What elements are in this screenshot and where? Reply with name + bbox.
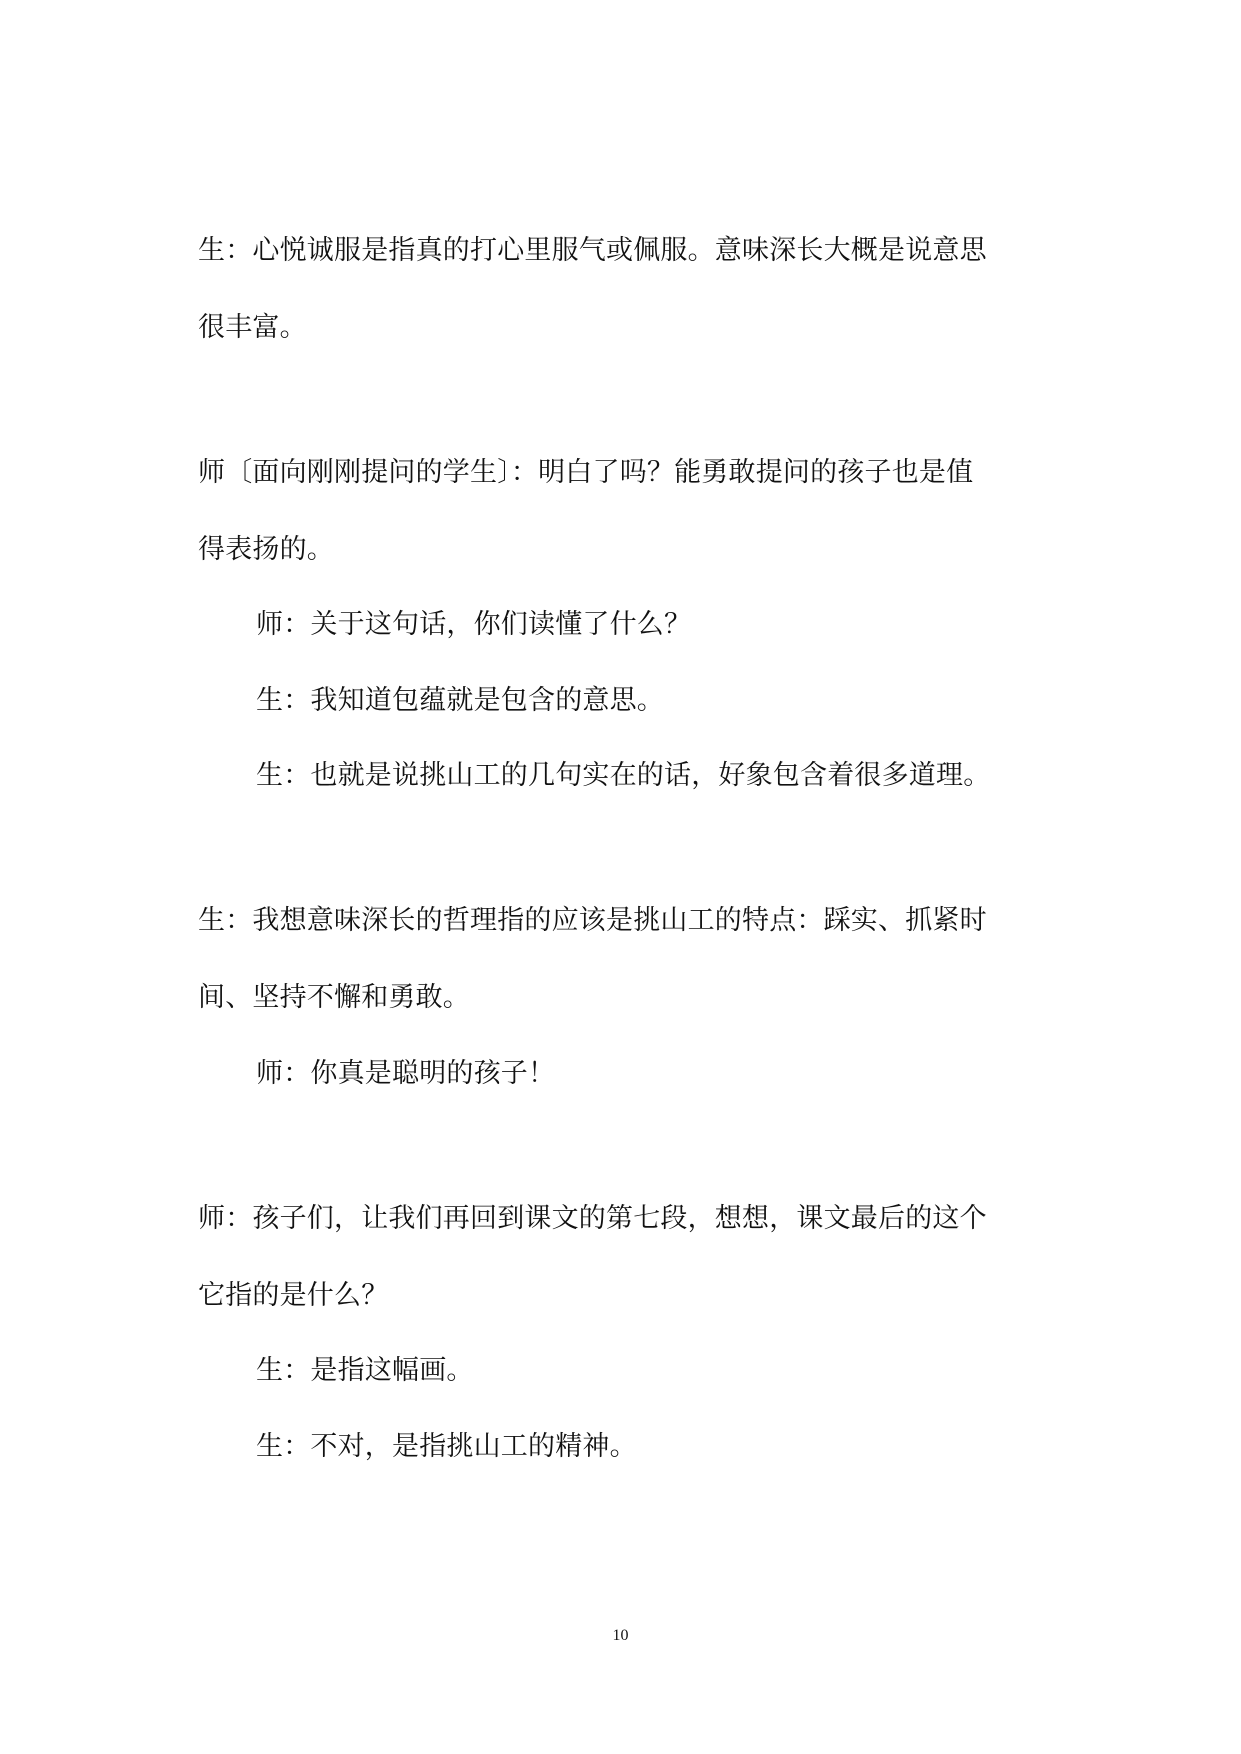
paragraph-line-8: 生：我想意味深长的哲理指的应该是挑山工的特点：踩实、抓紧时: [198, 905, 987, 936]
dialogue-line-10: 师：你真是聪明的孩子！: [256, 1058, 556, 1089]
paragraph-line-2: 很丰富。: [198, 312, 307, 343]
dialogue-line-14: 生：不对，是指挑山工的精神。: [256, 1431, 637, 1462]
paragraph-line-11: 师：孩子们，让我们再回到课文的第七段，想想，课文最后的这个: [198, 1203, 987, 1234]
paragraph-line-9: 间、坚持不懈和勇敢。: [198, 982, 470, 1013]
dialogue-line-6: 生：我知道包蕴就是包含的意思。: [256, 685, 664, 716]
paragraph-line-12: 它指的是什么？: [198, 1280, 389, 1311]
dialogue-line-7: 生：也就是说挑山工的几句实在的话，好象包含着很多道理。: [256, 760, 991, 791]
dialogue-line-13: 生：是指这幅画。: [256, 1355, 474, 1386]
paragraph-line-4: 得表扬的。: [198, 534, 334, 565]
paragraph-line-3: 师〔面向刚刚提问的学生〕：明白了吗？能勇敢提问的孩子也是值: [198, 457, 974, 488]
paragraph-line-1: 生：心悦诚服是指真的打心里服气或佩服。意味深长大概是说意思: [198, 235, 987, 266]
page-number: 10: [612, 1627, 629, 1644]
dialogue-line-5: 师：关于这句话，你们读懂了什么？: [256, 609, 692, 640]
